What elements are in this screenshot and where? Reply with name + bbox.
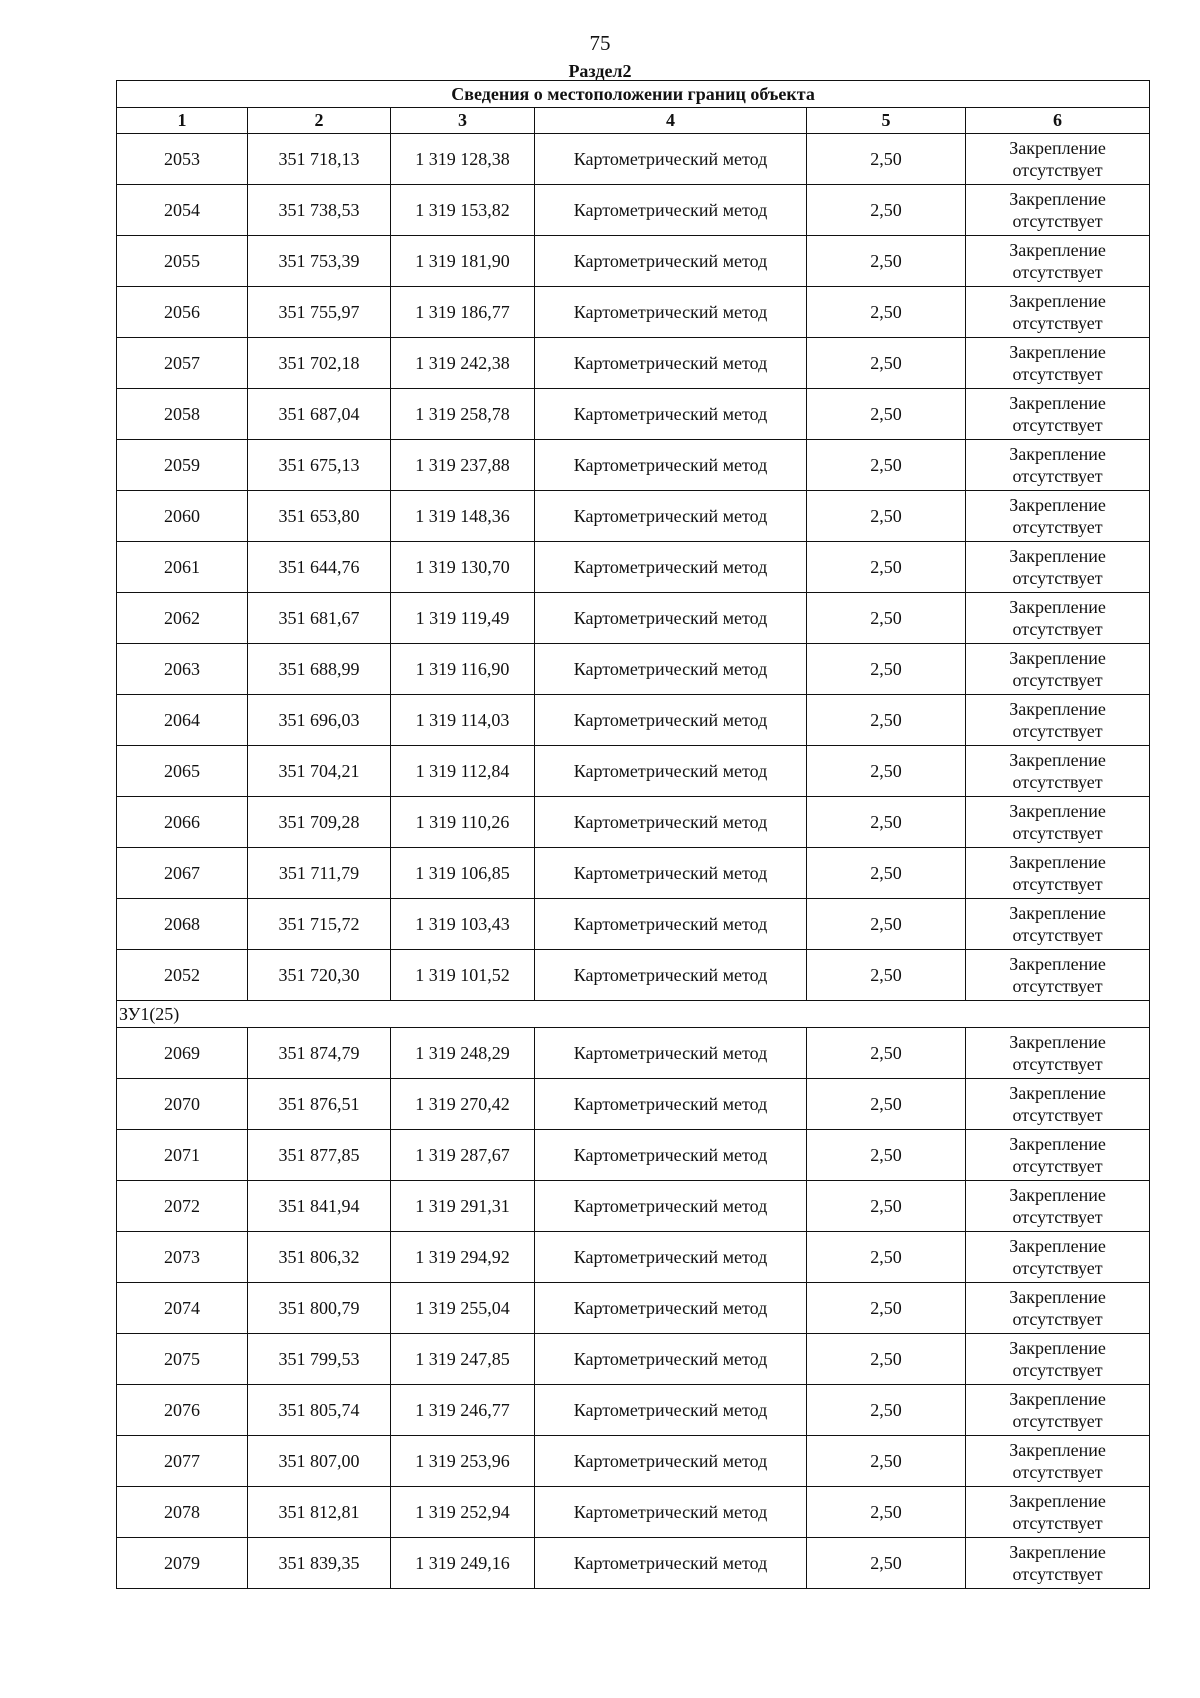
table-row [117, 236, 1150, 287]
marker-status-text: отсутствует [1012, 364, 1103, 384]
marker-status-text: Закрепление [1009, 903, 1106, 923]
marker-status-cell [966, 644, 1150, 695]
table-row [117, 1079, 1150, 1130]
marker-status-cell [966, 1028, 1150, 1079]
marker-status-text: отсутствует [1012, 517, 1103, 537]
marker-status-cell [966, 1232, 1150, 1283]
marker-status-text: отсутствует [1012, 925, 1103, 945]
x-coordinate-cell: 351 720,30 [248, 950, 391, 1001]
marker-status-text: отсутствует [1012, 1207, 1103, 1227]
point-number-cell: 2061 [117, 542, 248, 593]
table-row [117, 389, 1150, 440]
marker-status-text: отсутствует [1012, 211, 1103, 231]
point-number-cell: 2071 [117, 1130, 248, 1181]
point-number-cell: 2063 [117, 644, 248, 695]
accuracy-cell: 2,50 [807, 899, 966, 950]
marker-status-text: Закрепление [1009, 240, 1106, 260]
y-coordinate-cell: 1 319 242,38 [391, 338, 535, 389]
accuracy-cell: 2,50 [807, 848, 966, 899]
marker-status-text: Закрепление [1009, 597, 1106, 617]
table-row [117, 1385, 1150, 1436]
marker-status-cell [966, 1130, 1150, 1181]
x-coordinate-cell: 351 812,81 [248, 1487, 391, 1538]
y-coordinate-cell: 1 319 255,04 [391, 1283, 535, 1334]
point-number-cell: 2075 [117, 1334, 248, 1385]
y-coordinate-cell: 1 319 114,03 [391, 695, 535, 746]
marker-status-text: отсутствует [1012, 1105, 1103, 1125]
marker-status-text: отсутствует [1012, 721, 1103, 741]
y-coordinate-cell: 1 319 110,26 [391, 797, 535, 848]
table-row [117, 644, 1150, 695]
marker-status-cell [966, 542, 1150, 593]
column-header: 3 [391, 108, 535, 134]
x-coordinate-cell: 351 696,03 [248, 695, 391, 746]
y-coordinate-cell: 1 319 119,49 [391, 593, 535, 644]
point-number-cell: 2062 [117, 593, 248, 644]
marker-status-cell [966, 1334, 1150, 1385]
marker-status-text: отсутствует [1012, 466, 1103, 486]
x-coordinate-cell: 351 687,04 [248, 389, 391, 440]
method-cell: Картометрический метод [535, 1334, 807, 1385]
y-coordinate-cell: 1 319 148,36 [391, 491, 535, 542]
marker-status-cell [966, 1079, 1150, 1130]
marker-status-text: Закрепление [1009, 750, 1106, 770]
table-row [117, 746, 1150, 797]
point-number-cell: 2052 [117, 950, 248, 1001]
marker-status-text: отсутствует [1012, 1156, 1103, 1176]
marker-status-text: Закрепление [1009, 1338, 1106, 1358]
accuracy-cell: 2,50 [807, 1079, 966, 1130]
marker-status-text: Закрепление [1009, 291, 1106, 311]
table-row [117, 950, 1150, 1001]
marker-status-text: Закрепление [1009, 1185, 1106, 1205]
marker-status-text: отсутствует [1012, 1054, 1103, 1074]
x-coordinate-cell: 351 688,99 [248, 644, 391, 695]
x-coordinate-cell: 351 806,32 [248, 1232, 391, 1283]
marker-status-text: отсутствует [1012, 415, 1103, 435]
table-row [117, 1436, 1150, 1487]
table-row [117, 1028, 1150, 1079]
y-coordinate-cell: 1 319 116,90 [391, 644, 535, 695]
y-coordinate-cell: 1 319 246,77 [391, 1385, 535, 1436]
table-caption: Сведения о местоположении границ объекта [117, 81, 1150, 108]
y-coordinate-cell: 1 319 248,29 [391, 1028, 535, 1079]
point-number-cell: 2067 [117, 848, 248, 899]
y-coordinate-cell: 1 319 287,67 [391, 1130, 535, 1181]
method-cell: Картометрический метод [535, 746, 807, 797]
marker-status-text: отсутствует [1012, 568, 1103, 588]
accuracy-cell: 2,50 [807, 1181, 966, 1232]
method-cell: Картометрический метод [535, 1283, 807, 1334]
marker-status-cell [966, 950, 1150, 1001]
x-coordinate-cell: 351 807,00 [248, 1436, 391, 1487]
x-coordinate-cell: 351 876,51 [248, 1079, 391, 1130]
point-number-cell: 2055 [117, 236, 248, 287]
marker-status-text: Закрепление [1009, 138, 1106, 158]
marker-status-text: Закрепление [1009, 1083, 1106, 1103]
table-row [117, 1130, 1150, 1181]
table-row [117, 338, 1150, 389]
point-number-cell: 2073 [117, 1232, 248, 1283]
section-title: Раздел2 [568, 61, 632, 81]
point-number-cell: 2053 [117, 134, 248, 185]
marker-status-text: Закрепление [1009, 852, 1106, 872]
x-coordinate-cell: 351 841,94 [248, 1181, 391, 1232]
column-header: 4 [535, 108, 807, 134]
method-cell: Картометрический метод [535, 1130, 807, 1181]
marker-status-text: отсутствует [1012, 313, 1103, 333]
marker-status-cell [966, 287, 1150, 338]
marker-status-text: Закрепление [1009, 393, 1106, 413]
marker-status-text: отсутствует [1012, 619, 1103, 639]
marker-status-text: Закрепление [1009, 1134, 1106, 1154]
table-row [117, 848, 1150, 899]
method-cell: Картометрический метод [535, 644, 807, 695]
marker-status-text: Закрепление [1009, 954, 1106, 974]
marker-status-text: отсутствует [1012, 976, 1103, 996]
marker-status-text: Закрепление [1009, 1542, 1106, 1562]
table-row [117, 695, 1150, 746]
x-coordinate-cell: 351 704,21 [248, 746, 391, 797]
marker-status-text: отсутствует [1012, 1513, 1103, 1533]
accuracy-cell: 2,50 [807, 950, 966, 1001]
method-cell: Картометрический метод [535, 389, 807, 440]
table-row [117, 491, 1150, 542]
marker-status-text: отсутствует [1012, 1258, 1103, 1278]
column-header: 6 [966, 108, 1150, 134]
marker-status-text: Закрепление [1009, 1491, 1106, 1511]
x-coordinate-cell: 351 877,85 [248, 1130, 391, 1181]
boundary-table [116, 80, 1150, 1589]
method-cell: Картометрический метод [535, 1487, 807, 1538]
accuracy-cell: 2,50 [807, 1232, 966, 1283]
method-cell: Картометрический метод [535, 1079, 807, 1130]
table-row [117, 1334, 1150, 1385]
accuracy-cell: 2,50 [807, 542, 966, 593]
marker-status-text: Закрепление [1009, 342, 1106, 362]
point-number-cell: 2068 [117, 899, 248, 950]
method-cell: Картометрический метод [535, 236, 807, 287]
marker-status-text: Закрепление [1009, 1389, 1106, 1409]
marker-status-text: отсутствует [1012, 1360, 1103, 1380]
marker-status-text: Закрепление [1009, 1287, 1106, 1307]
x-coordinate-cell: 351 718,13 [248, 134, 391, 185]
point-number-cell: 2059 [117, 440, 248, 491]
column-header: 5 [807, 108, 966, 134]
marker-status-text: отсутствует [1012, 1462, 1103, 1482]
method-cell: Картометрический метод [535, 542, 807, 593]
accuracy-cell: 2,50 [807, 746, 966, 797]
marker-status-cell [966, 1538, 1150, 1589]
table-row [117, 1181, 1150, 1232]
table-row [117, 185, 1150, 236]
method-cell: Картометрический метод [535, 593, 807, 644]
marker-status-cell [966, 1283, 1150, 1334]
marker-status-cell [966, 1385, 1150, 1436]
y-coordinate-cell: 1 319 247,85 [391, 1334, 535, 1385]
marker-status-text: отсутствует [1012, 1564, 1103, 1584]
accuracy-cell: 2,50 [807, 593, 966, 644]
table-row [117, 1487, 1150, 1538]
x-coordinate-cell: 351 738,53 [248, 185, 391, 236]
point-number-cell: 2065 [117, 746, 248, 797]
method-cell: Картометрический метод [535, 491, 807, 542]
x-coordinate-cell: 351 753,39 [248, 236, 391, 287]
accuracy-cell: 2,50 [807, 338, 966, 389]
method-cell: Картометрический метод [535, 338, 807, 389]
method-cell: Картометрический метод [535, 1385, 807, 1436]
y-coordinate-cell: 1 319 101,52 [391, 950, 535, 1001]
group-label: ЗУ1(25) [117, 1001, 1150, 1028]
marker-status-cell [966, 236, 1150, 287]
point-number-cell: 2078 [117, 1487, 248, 1538]
point-number-cell: 2072 [117, 1181, 248, 1232]
table-row [117, 593, 1150, 644]
point-number-cell: 2066 [117, 797, 248, 848]
marker-status-text: Закрепление [1009, 1440, 1106, 1460]
marker-status-cell [966, 389, 1150, 440]
marker-status-cell [966, 440, 1150, 491]
marker-status-cell [966, 491, 1150, 542]
y-coordinate-cell: 1 319 291,31 [391, 1181, 535, 1232]
point-number-cell: 2060 [117, 491, 248, 542]
marker-status-text: Закрепление [1009, 444, 1106, 464]
x-coordinate-cell: 351 644,76 [248, 542, 391, 593]
y-coordinate-cell: 1 319 106,85 [391, 848, 535, 899]
marker-status-cell [966, 338, 1150, 389]
y-coordinate-cell: 1 319 237,88 [391, 440, 535, 491]
table-row [117, 1232, 1150, 1283]
marker-status-text: отсутствует [1012, 1411, 1103, 1431]
table-row [117, 1538, 1150, 1589]
marker-status-text: Закрепление [1009, 495, 1106, 515]
x-coordinate-cell: 351 839,35 [248, 1538, 391, 1589]
method-cell: Картометрический метод [535, 848, 807, 899]
table-caption-row [117, 81, 1150, 108]
method-cell: Картометрический метод [535, 1232, 807, 1283]
marker-status-cell [966, 1181, 1150, 1232]
x-coordinate-cell: 351 799,53 [248, 1334, 391, 1385]
marker-status-cell [966, 134, 1150, 185]
point-number-cell: 2064 [117, 695, 248, 746]
y-coordinate-cell: 1 319 103,43 [391, 899, 535, 950]
marker-status-text: Закрепление [1009, 1032, 1106, 1052]
accuracy-cell: 2,50 [807, 644, 966, 695]
marker-status-cell [966, 593, 1150, 644]
table-row [117, 134, 1150, 185]
x-coordinate-cell: 351 702,18 [248, 338, 391, 389]
point-number-cell: 2070 [117, 1079, 248, 1130]
group-label-row [117, 1001, 1150, 1028]
marker-status-text: отсутствует [1012, 823, 1103, 843]
column-header: 1 [117, 108, 248, 134]
marker-status-cell [966, 848, 1150, 899]
marker-status-cell [966, 185, 1150, 236]
table-row [117, 1283, 1150, 1334]
marker-status-cell [966, 695, 1150, 746]
method-cell: Картометрический метод [535, 134, 807, 185]
y-coordinate-cell: 1 319 153,82 [391, 185, 535, 236]
method-cell: Картометрический метод [535, 1028, 807, 1079]
point-number-cell: 2056 [117, 287, 248, 338]
marker-status-text: отсутствует [1012, 262, 1103, 282]
marker-status-text: Закрепление [1009, 546, 1106, 566]
accuracy-cell: 2,50 [807, 1283, 966, 1334]
x-coordinate-cell: 351 805,74 [248, 1385, 391, 1436]
marker-status-cell [966, 899, 1150, 950]
accuracy-cell: 2,50 [807, 1487, 966, 1538]
column-header: 2 [248, 108, 391, 134]
marker-status-text: Закрепление [1009, 801, 1106, 821]
accuracy-cell: 2,50 [807, 236, 966, 287]
x-coordinate-cell: 351 874,79 [248, 1028, 391, 1079]
accuracy-cell: 2,50 [807, 695, 966, 746]
accuracy-cell: 2,50 [807, 1130, 966, 1181]
point-number-cell: 2076 [117, 1385, 248, 1436]
marker-status-text: Закрепление [1009, 1236, 1106, 1256]
y-coordinate-cell: 1 319 181,90 [391, 236, 535, 287]
marker-status-text: отсутствует [1012, 670, 1103, 690]
table-body [117, 134, 1150, 1589]
table-row [117, 542, 1150, 593]
x-coordinate-cell: 351 715,72 [248, 899, 391, 950]
accuracy-cell: 2,50 [807, 440, 966, 491]
x-coordinate-cell: 351 653,80 [248, 491, 391, 542]
x-coordinate-cell: 351 755,97 [248, 287, 391, 338]
accuracy-cell: 2,50 [807, 1436, 966, 1487]
marker-status-cell [966, 1487, 1150, 1538]
marker-status-text: Закрепление [1009, 648, 1106, 668]
accuracy-cell: 2,50 [807, 287, 966, 338]
marker-status-cell [966, 797, 1150, 848]
marker-status-text: отсутствует [1012, 160, 1103, 180]
point-number-cell: 2074 [117, 1283, 248, 1334]
method-cell: Картометрический метод [535, 185, 807, 236]
method-cell: Картометрический метод [535, 1436, 807, 1487]
accuracy-cell: 2,50 [807, 1538, 966, 1589]
accuracy-cell: 2,50 [807, 389, 966, 440]
accuracy-cell: 2,50 [807, 491, 966, 542]
y-coordinate-cell: 1 319 186,77 [391, 287, 535, 338]
x-coordinate-cell: 351 681,67 [248, 593, 391, 644]
accuracy-cell: 2,50 [807, 1334, 966, 1385]
method-cell: Картометрический метод [535, 797, 807, 848]
table-row [117, 899, 1150, 950]
table-row [117, 797, 1150, 848]
marker-status-cell [966, 1436, 1150, 1487]
marker-status-text: Закрепление [1009, 699, 1106, 719]
x-coordinate-cell: 351 711,79 [248, 848, 391, 899]
marker-status-text: отсутствует [1012, 772, 1103, 792]
y-coordinate-cell: 1 319 253,96 [391, 1436, 535, 1487]
y-coordinate-cell: 1 319 294,92 [391, 1232, 535, 1283]
table-row [117, 287, 1150, 338]
method-cell: Картометрический метод [535, 695, 807, 746]
marker-status-text: отсутствует [1012, 874, 1103, 894]
marker-status-text: отсутствует [1012, 1309, 1103, 1329]
x-coordinate-cell: 351 709,28 [248, 797, 391, 848]
accuracy-cell: 2,50 [807, 134, 966, 185]
point-number-cell: 2057 [117, 338, 248, 389]
method-cell: Картометрический метод [535, 950, 807, 1001]
method-cell: Картометрический метод [535, 287, 807, 338]
marker-status-cell [966, 746, 1150, 797]
x-coordinate-cell: 351 675,13 [248, 440, 391, 491]
point-number-cell: 2079 [117, 1538, 248, 1589]
point-number-cell: 2058 [117, 389, 248, 440]
accuracy-cell: 2,50 [807, 1385, 966, 1436]
accuracy-cell: 2,50 [807, 185, 966, 236]
y-coordinate-cell: 1 319 252,94 [391, 1487, 535, 1538]
point-number-cell: 2077 [117, 1436, 248, 1487]
method-cell: Картометрический метод [535, 1181, 807, 1232]
page-number: 75 [589, 31, 611, 55]
point-number-cell: 2054 [117, 185, 248, 236]
accuracy-cell: 2,50 [807, 1028, 966, 1079]
y-coordinate-cell: 1 319 258,78 [391, 389, 535, 440]
table-row [117, 440, 1150, 491]
method-cell: Картометрический метод [535, 440, 807, 491]
marker-status-text: Закрепление [1009, 189, 1106, 209]
method-cell: Картометрический метод [535, 899, 807, 950]
column-header-row [117, 108, 1150, 134]
point-number-cell: 2069 [117, 1028, 248, 1079]
y-coordinate-cell: 1 319 128,38 [391, 134, 535, 185]
y-coordinate-cell: 1 319 249,16 [391, 1538, 535, 1589]
x-coordinate-cell: 351 800,79 [248, 1283, 391, 1334]
y-coordinate-cell: 1 319 270,42 [391, 1079, 535, 1130]
y-coordinate-cell: 1 319 130,70 [391, 542, 535, 593]
accuracy-cell: 2,50 [807, 797, 966, 848]
y-coordinate-cell: 1 319 112,84 [391, 746, 535, 797]
method-cell: Картометрический метод [535, 1538, 807, 1589]
